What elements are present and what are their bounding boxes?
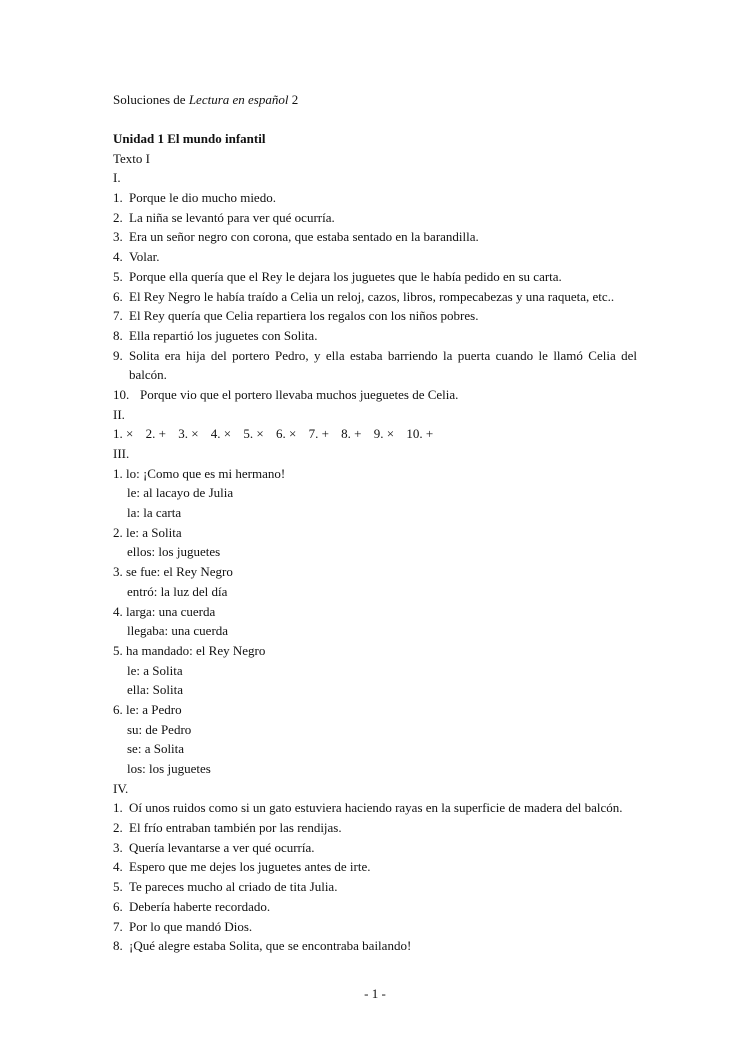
answer: 9. ×	[373, 426, 395, 442]
list-item: 7. Por lo que mandó Dios.	[113, 918, 253, 934]
list-item: 10. Porque vio que el portero llevaba muchos jueguetes de Celia.	[113, 386, 459, 402]
list-item: 7. El Rey quería que Celia repartiera los regalos con los niños pobres.	[113, 308, 479, 324]
list-subitem: entró: la luz del día	[127, 583, 228, 599]
list-item: 6. Debería haberte recordado.	[113, 898, 271, 914]
section-2-label: II.	[113, 406, 125, 422]
list-item: 4. Espero que me dejes los juguetes antes de irte.	[113, 859, 371, 875]
list-subitem: se: a Solita	[127, 741, 185, 757]
list-item: 4. Volar.	[113, 249, 160, 265]
list-subitem: ellos: los juguetes	[127, 544, 221, 560]
list-item: 2. El frío entraban también por las rendijas.	[113, 820, 342, 836]
list-subitem: le: al lacayo de Julia	[127, 485, 234, 501]
answer: 2. +	[145, 426, 166, 442]
list-item: 1. lo: ¡Como que es mi hermano!	[113, 465, 286, 481]
list-subitem: los: los juguetes	[127, 761, 211, 777]
answer: 3. ×	[178, 426, 199, 442]
list-item: 3. se fue: el Rey Negro	[113, 564, 233, 580]
section-1-label: I.	[113, 170, 121, 186]
title-italic: Lectura en español	[188, 92, 289, 107]
list-item: 9. Solita era hija del portero Pedro, y ella estaba barriendo la puerta cuando le llamó Celia del balcón.	[113, 347, 637, 383]
document-title	[113, 90, 298, 110]
title-prefix: Soluciones de	[113, 92, 189, 107]
list-subitem: le: a Solita	[127, 662, 183, 678]
unit-heading: Unidad 1 El mundo infantil	[113, 131, 266, 146]
list-subitem: su: de Pedro	[127, 721, 192, 737]
list-item: 5. Porque ella quería que el Rey le dejara los juguetes que le había pedido en su carta.	[113, 268, 562, 284]
list-item: 2. La niña se levantó para ver qué ocurría.	[113, 209, 335, 225]
list-item: 6. El Rey Negro le había traído a Celia un reloj, cazos, libros, rompecabezas y una raqueta, etc..	[113, 288, 615, 304]
answer: 4. ×	[210, 426, 232, 442]
list-item: 6. le: a Pedro	[113, 701, 182, 717]
list-item: 5. ha mandado: el Rey Negro	[113, 642, 266, 658]
list-item: 3. Era un señor negro con corona, que estaba sentado en la barandilla.	[113, 229, 479, 245]
title-suffix: 2	[288, 92, 299, 107]
list-subitem: llegaba: una cuerda	[127, 623, 229, 639]
section-4-label: IV.	[113, 780, 129, 796]
page-number: - 1 -	[364, 986, 386, 1001]
list-item: 1. Oí unos ruidos como si un gato estuviera haciendo rayas en la superficie de madera del balcón.	[113, 800, 623, 816]
list-item: 2. le: a Solita	[113, 524, 182, 540]
list-item: 1. Porque le dio mucho miedo.	[113, 190, 276, 206]
list-subitem: la: la carta	[127, 505, 182, 521]
list-item: 8. Ella repartió los juguetes con Solita.	[113, 327, 318, 343]
answer: 7. +	[308, 426, 329, 442]
answer: 6. ×	[275, 426, 297, 442]
texto-heading: Texto I	[113, 150, 150, 166]
answer: 8. +	[341, 426, 362, 442]
section-3-label: III.	[113, 446, 130, 462]
answer: 10. +	[406, 426, 434, 442]
list-item: 8. ¡Qué alegre estaba Solita, que se encontraba bailando!	[113, 938, 412, 954]
answer: 5. ×	[243, 426, 264, 442]
answer: 1. ×	[113, 426, 134, 442]
list-item: 5. Te pareces mucho al criado de tita Julia.	[113, 879, 338, 895]
list-subitem: ella: Solita	[127, 682, 183, 698]
list-item: 4. larga: una cuerda	[113, 603, 216, 619]
true-false-answers	[113, 424, 637, 444]
document-body	[113, 129, 637, 956]
list-item: 3. Quería levantarse a ver qué ocurría.	[113, 839, 315, 855]
